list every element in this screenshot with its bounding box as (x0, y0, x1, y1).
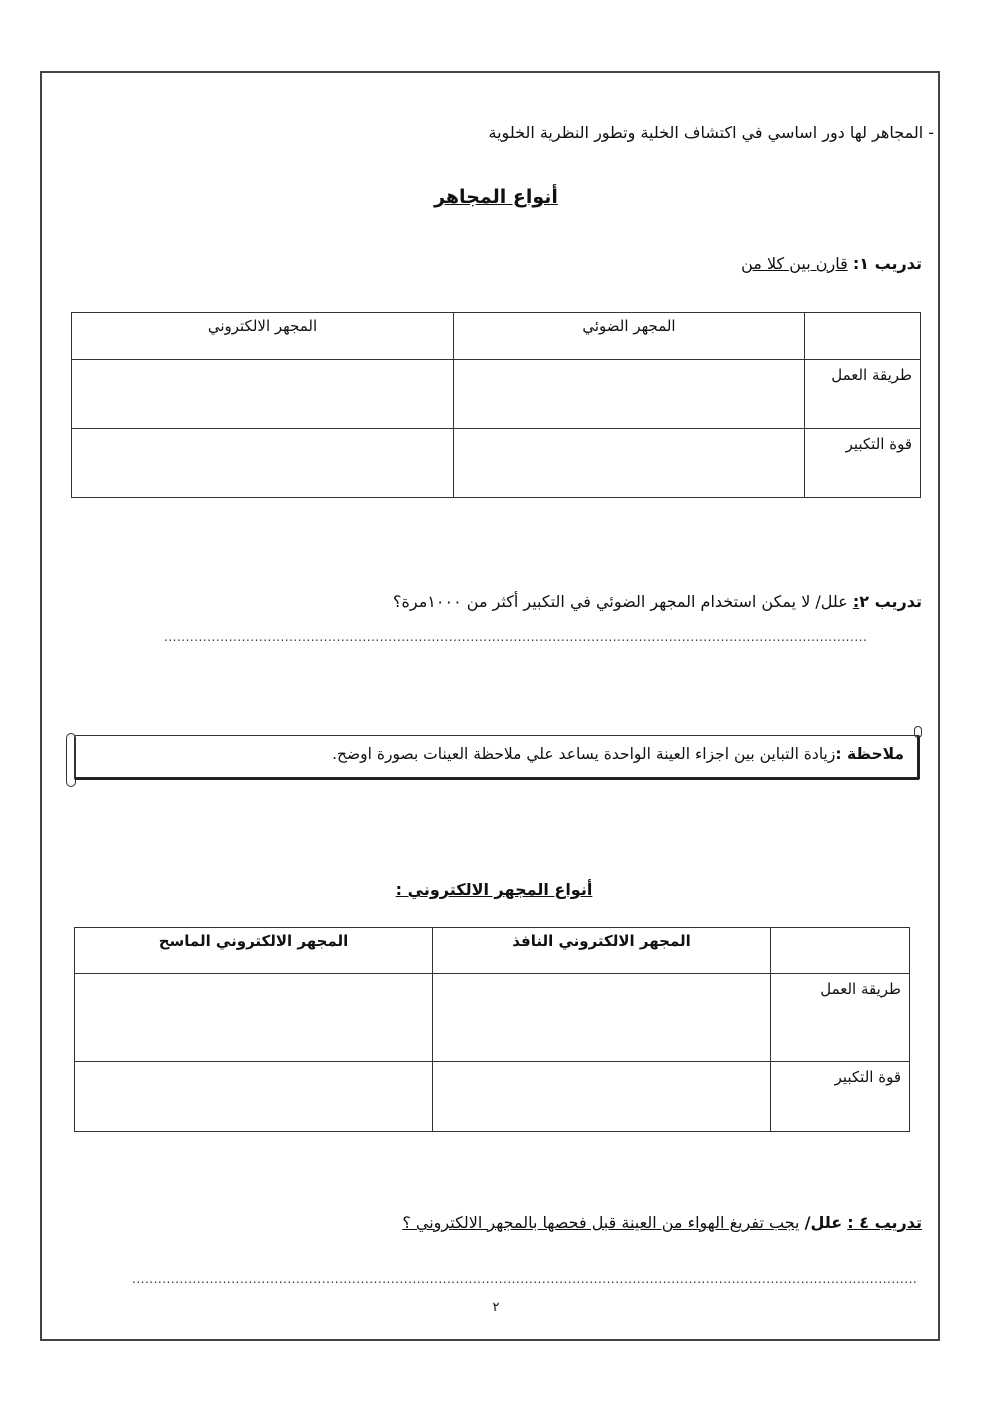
note-text (332, 745, 904, 763)
exercise-4-reason-label: علل/ (804, 1213, 843, 1232)
comparison-table-1 (71, 312, 921, 498)
table1-corner-cell (805, 313, 921, 360)
exercise-2 (393, 592, 922, 611)
exercise-1-label: تدريب ١: (852, 254, 922, 273)
exercise-1-question: قارن بين كلا من (741, 254, 848, 273)
comparison-table-2 (74, 927, 910, 1132)
table2-corner-cell (771, 928, 910, 974)
table2-cell-answer[interactable] (75, 1062, 433, 1132)
table2-cell-answer[interactable] (75, 974, 433, 1062)
exercise-1 (741, 254, 922, 273)
table2-cell-answer[interactable] (433, 974, 771, 1062)
table1-header-electron-microscope: المجهر الالكتروني (72, 313, 454, 360)
table1-cell-answer[interactable] (454, 360, 805, 429)
page-number: ٢ (492, 1300, 500, 1315)
exercise-2-colon: : (852, 592, 860, 611)
exercise-2-answer-line[interactable]: ................................................................................................................................................................... (164, 630, 868, 644)
section-title-microscope-types: أنواع المجاهر (434, 186, 558, 208)
exercise-4-label: تدريب ٤ : (847, 1213, 922, 1232)
table2-cell-answer[interactable] (433, 1062, 771, 1132)
exercise-4-question: يجب تفريغ الهواء من العينة قبل فحصها بالمجهر الالكتروني ؟ (402, 1213, 800, 1232)
table2-row-label-magnification: قوة التكبير (771, 1062, 910, 1132)
table1-cell-answer[interactable] (454, 429, 805, 498)
section-title-electron-types (0, 880, 992, 899)
table2-header-tem: المجهر الالكتروني النافذ (433, 928, 771, 974)
table1-row-label-method: طريقة العمل (805, 360, 921, 429)
table2-header-sem: المجهر الالكتروني الماسح (75, 928, 433, 974)
exercise-2-label: تدريب ٢ (859, 592, 922, 611)
table1-row-label-magnification: قوة التكبير (805, 429, 921, 498)
scroll-curl-right (914, 726, 922, 738)
exercise-4-answer-line[interactable]: ...................................................................................................................................................................................... (132, 1272, 918, 1286)
table1-cell-answer[interactable] (72, 360, 454, 429)
exercise-4 (402, 1213, 922, 1232)
table2-row-label-method: طريقة العمل (771, 974, 910, 1062)
table1-header-light-microscope: المجهر الضوئي (454, 313, 805, 360)
note-label: ملاحظة : (835, 745, 904, 763)
section-title-electron-types-text: أنواع المجهر الالكتروني : (395, 880, 593, 899)
exercise-2-question: علل/ لا يمكن استخدام المجهر الضوئي في التكبير أكثر من ١٠٠٠مرة؟ (393, 592, 853, 611)
intro-text: - المجاهر لها دور اساسي في اكتشاف الخلية وتطور النظرية الخلوية (488, 123, 934, 142)
note-body: زيادة التباين بين اجزاء العينة الواحدة يساعد علي ملاحظة العينات بصورة اوضح. (332, 745, 836, 763)
table1-cell-answer[interactable] (72, 429, 454, 498)
